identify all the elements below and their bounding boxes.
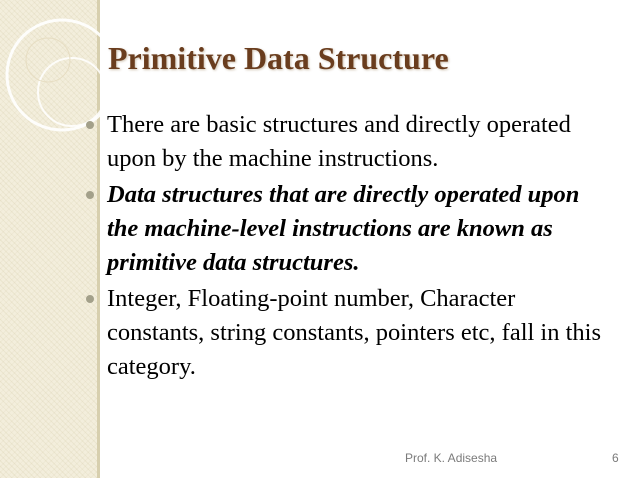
bullet-item bbox=[85, 282, 615, 384]
bullet-dot-icon bbox=[86, 191, 94, 199]
bullet-item bbox=[85, 108, 615, 176]
bullet-text: Data structures that are directly operated upon the machine-level instructions are known as primitive data structures. bbox=[107, 181, 580, 276]
bullet-dot-icon bbox=[86, 121, 94, 129]
footer-page-number: 6 bbox=[612, 451, 619, 465]
bullet-dot-icon bbox=[86, 295, 94, 303]
footer-author: Prof. K. Adisesha bbox=[405, 451, 498, 465]
slide-title: Primitive Data Structure bbox=[108, 40, 449, 76]
bullet-text: There are basic structures and directly operated upon by the machine instructions. bbox=[107, 111, 571, 172]
bullet-list bbox=[85, 108, 615, 386]
bullet-item-emphasized bbox=[85, 178, 615, 280]
bullet-text: Integer, Floating-point number, Character constants, string constants, pointers etc, fall in this category. bbox=[107, 285, 602, 380]
